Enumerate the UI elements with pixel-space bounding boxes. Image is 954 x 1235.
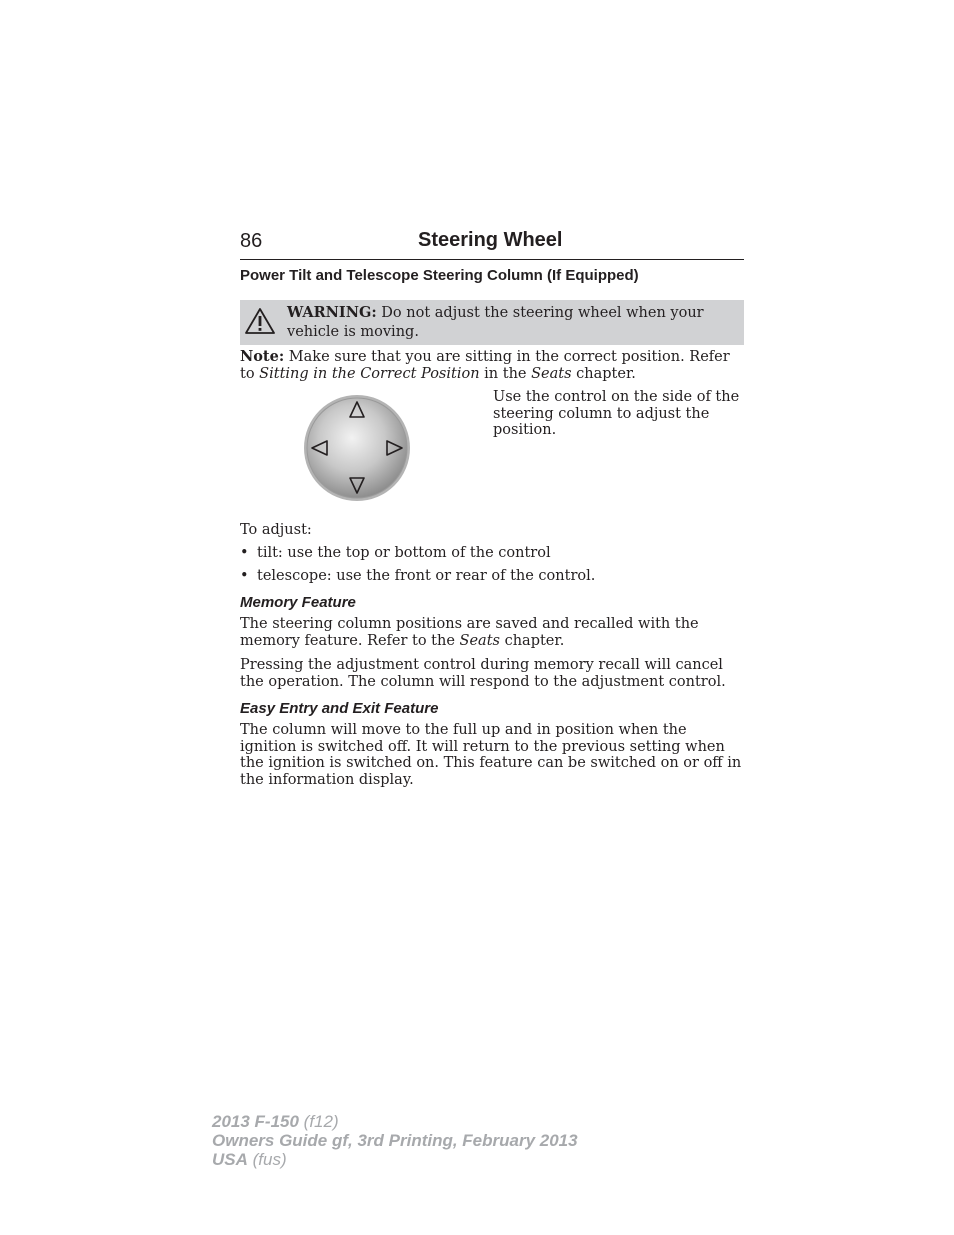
footer-line-3 [212,1150,578,1169]
page-footer [212,1112,578,1169]
steering-column-control-image [302,393,414,505]
page-number: 86 [240,230,263,252]
note-text: chapter. [571,365,636,382]
note-text: Make sure that you are sitting in the correct position. Refer to [240,349,730,382]
footer-line-2: Owners Guide gf, 3rd Printing, February 2013 [212,1131,578,1150]
footer-market-code: (fus) [247,1150,287,1169]
memory-paragraph-1 [240,616,744,649]
easy-entry-paragraph: The column will move to the full up and in position when the ignition is switched off. It will return to the previous setting when the ignition is switched on. This feature can be switched on or off in the information display. [240,722,742,788]
list-item: • tilt: use the top or bottom of the control [240,545,744,562]
note-link-sitting-position: Sitting in the Correct Position [259,365,480,382]
page-header [240,228,744,260]
list-item: • telescope: use the front or rear of the control. [240,568,744,585]
note-link-seats: Seats [531,365,572,382]
note-text: in the [479,365,532,382]
footer-model-code: (f12) [298,1112,339,1131]
footer-model: 2013 F-150 [212,1112,299,1131]
memory-text: chapter. [499,632,565,649]
warning-triangle-icon [244,307,276,335]
memory-link-seats: Seats [459,632,500,649]
section-heading: Power Tilt and Telescope Steering Column (If Equipped) [240,267,639,284]
memory-paragraph-2: Pressing the adjustment control during memory recall will cancel the operation. The column will respond to the adjustment control. [240,657,726,690]
footer-market: USA [212,1150,248,1169]
adjust-intro: To adjust: [240,522,312,538]
chapter-title: Steering Wheel [418,229,563,251]
control-caption: Use the control on the side of the steering column to adjust the position. [493,389,740,438]
footer-line-1 [212,1112,578,1131]
easy-entry-heading: Easy Entry and Exit Feature [240,700,439,717]
memory-text: The steering column positions are saved and recalled with the memory feature. Refer to the [240,616,699,649]
warning-text [287,303,739,342]
adjust-list [240,545,744,591]
note-paragraph [240,349,744,382]
warning-box [240,300,744,345]
warning-label: WARNING: [287,304,377,321]
warning-message: Do not adjust the steering wheel when your vehicle is moving. [287,305,704,340]
memory-feature-heading: Memory Feature [240,594,356,611]
note-label: Note: [240,348,285,365]
